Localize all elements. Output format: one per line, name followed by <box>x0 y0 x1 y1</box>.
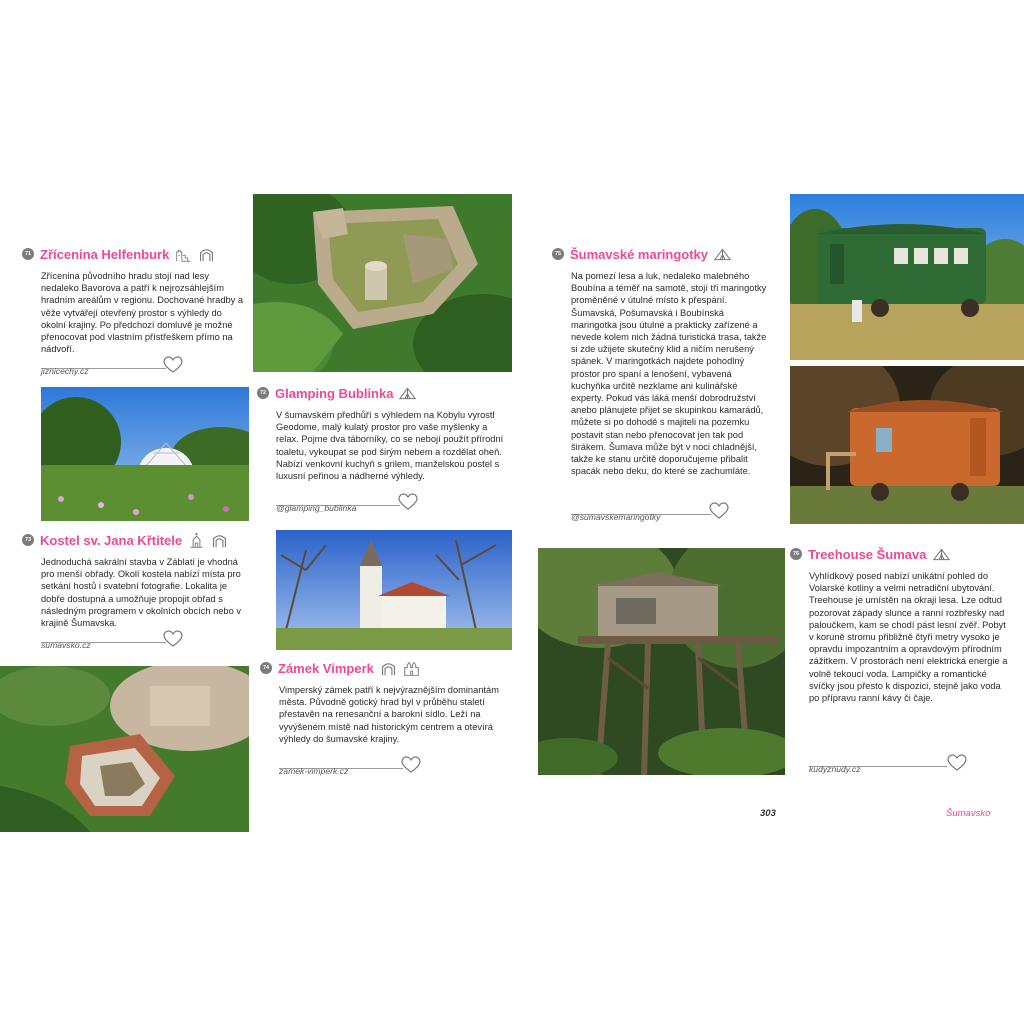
photo-glamping-bublinka <box>41 387 249 521</box>
spot-footer <box>571 502 733 522</box>
spot-number-badge: 74 <box>260 662 272 674</box>
spot-card-zamek-vimperk <box>260 658 510 776</box>
source-link[interactable]: jiznicechy.cz <box>41 366 89 376</box>
tent-icon <box>933 546 950 563</box>
spot-card-glamping-bublinka <box>257 383 509 513</box>
spot-description: Na pomezí lesa a luk, nedaleko malebného Boubína a téměř na samotě, stojí tři maringotky proměněné v útulné místo k přespání. Šumavská, Pošumavská i Boubínská maringotka jsou útulné a prakticky zařízené a nevede kolem nich žádná turistická trasa, takže si zde užijete skutečný klid a ničím nerušený spánek. V maringotkách najdete pohodlný prostor pro spaní a lenošení, vybavená kuchyňka určitě nezklame ani kulinářské experty. Pokud vás láká menší dobrodružství anebo plánujete přijet se skupinkou kamarádů, můžete si po dohodě s majiteli na pozemku postavit stan nebo přenocovat jen tak pod širákem. Šumava může být v noci chladnější, takže ke stanu určitě doporučujeme přibalit spacák nebo deku, do které se zachumláte. <box>571 271 767 477</box>
source-link[interactable]: @glamping_bublinka <box>276 503 357 513</box>
heart-icon[interactable] <box>709 502 729 520</box>
spot-title: Glamping Bublinka <box>275 385 394 401</box>
source-link[interactable]: zamek-vimperk.cz <box>279 766 349 776</box>
spot-footer <box>276 493 421 513</box>
photo-kostel-jana-krtitele <box>276 530 512 650</box>
spot-title: Šumavské maringotky <box>570 246 709 262</box>
heart-icon[interactable] <box>163 630 183 648</box>
photo-zamek-vimperk <box>0 666 249 832</box>
chateau-icon <box>403 660 420 677</box>
spot-number-badge: 76 <box>790 548 802 560</box>
spot-description: Vimperský zámek patří k nejvýraznějším dominantám města. Původně gotický hrad byl v průběhu staletí přestavěn na renesanční a barokní sídlo. Leží na vyvýšeném místě nad historickým centrem a otevírá výhledy do šumavské krajiny. <box>279 685 499 744</box>
spot-title: Kostel sv. Jana Křtitele <box>40 532 183 548</box>
spot-footer <box>41 630 189 650</box>
spot-footer <box>41 356 189 376</box>
source-link[interactable]: kudyznudy.cz <box>809 764 861 774</box>
spot-card-kostel-jana-krtitele <box>22 530 252 650</box>
spot-title: Treehouse Šumava <box>808 546 927 562</box>
spot-card-helfenburk <box>22 244 244 376</box>
spot-description: Zřícenina původního hradu stojí nad lesy nedaleko Bavorova a patří k nejrozsáhlejším hradním areálům v regionu. Dochované hradby a věže vytvářejí otevřený prostor s výhledy do okolní krajiny. Po předchozí domluvě je možné přenocovat pod vlastním přístřeškem přímo na nádvoří. <box>41 271 244 355</box>
source-link[interactable]: sumavsko.cz <box>41 640 91 650</box>
castle-ruin-icon <box>175 246 192 263</box>
spot-number-badge: 71 <box>22 248 34 260</box>
tent-icon <box>714 246 731 263</box>
heart-icon[interactable] <box>401 756 421 774</box>
photo-wooden-maringotka <box>790 366 1024 524</box>
region-label: Šumavsko <box>946 808 991 819</box>
spot-description: Jednoduchá sakrální stavba v Záblatí je vhodná pro menší obřady. Okolí kostela nabízí místa pro setkání hostů i svatební fotografie. Lokalita je dobře dostupná a umožňuje propojit obřad s následným programem v okolních obcích nebo v krajině Šumavska. <box>41 557 241 629</box>
spot-footer <box>809 754 969 774</box>
spot-number-badge: 75 <box>552 248 564 260</box>
tent-icon <box>399 385 416 402</box>
gate-icon <box>380 660 397 677</box>
gate-icon <box>211 532 228 549</box>
spot-description: Vyhlídkový posed nabízí unikátní pohled do Volarské kotliny a velmi netradiční ubytování. Treehouse je umístěn na okraji lesa. Lze odtud pozorovat západy slunce a ranní rozbřesky nad paloučkem, kam se chodí pást lesní zvěř. Pobyt v koruně stromu přibližně čtyři metry vysoko je opravdu impozantním a opravdovým přírodním zážitkem. V prostorách není elektrická energie a volně tekoucí voda. Lampičky a romantické svíčky jsou přesto k dispozici, stejně jako voda po přípravu ranní kávy či čaje. <box>809 571 1008 704</box>
source-link[interactable]: @sumavskemaringotky <box>571 512 661 522</box>
spot-card-treehouse-sumava <box>790 544 1008 774</box>
gate-icon <box>198 246 215 263</box>
photo-treehouse-sumava <box>538 548 785 775</box>
spot-title: Zámek Vimperk <box>278 660 374 676</box>
spot-number-badge: 73 <box>22 534 34 546</box>
photo-helfenburk-ruin <box>253 194 512 372</box>
spot-title: Zřícenina Helfenburk <box>40 246 170 262</box>
photo-green-maringotka <box>790 194 1024 360</box>
heart-icon[interactable] <box>398 493 418 511</box>
spot-number-badge: 72 <box>257 387 269 399</box>
church-icon <box>188 532 205 549</box>
heart-icon[interactable] <box>947 754 967 772</box>
spot-description: V šumavském předhůří s výhledem na Kobylu vyrostl Geodome, malý kulatý prostor pro vaše myšlenky a relax. Pojme dva táborníky, co se nebojí použít přírodní toaletu, vykoupat se pod širým nebem a rozdělat oheň. Nabízí venkovní kuchyň s grilem, manželskou postel s luxusní peřinou a nádherné výhledy. <box>276 410 504 482</box>
spot-footer <box>279 756 424 776</box>
heart-icon[interactable] <box>163 356 183 374</box>
spot-card-sumavske-maringotky <box>552 244 770 522</box>
page-number: 303 <box>760 808 776 819</box>
